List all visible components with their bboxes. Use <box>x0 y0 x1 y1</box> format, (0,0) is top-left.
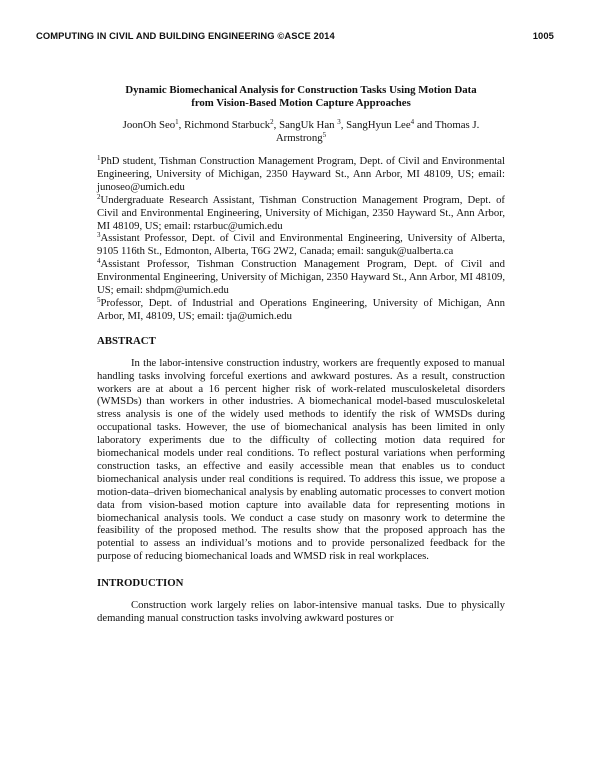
page-number: 1005 <box>532 30 554 41</box>
author: Richmond Starbuck$^2$, <box>184 118 280 131</box>
author: JoonOh Seo$^1$, <box>122 118 185 131</box>
paper-body <box>97 84 505 625</box>
introduction-heading: INTRODUCTION <box>97 577 184 590</box>
proceedings-title: COMPUTING IN CIVIL AND BUILDING ENGINEERING ©ASCE 2014 <box>36 30 335 41</box>
abstract-text: In the labor-intensive construction industry, workers are frequently exposed to manual handling tasks involving forceful exertions and awkward postures. As a result, construction workers are at about a 16 percent higher risk of work-related musculoskeletal disorders (WMSDs) than workers in other industries. A biomechanical model-based musculoskeletal stress analysis is one of the widely used methods to identify the risk of WMSDs during occupational tasks. However, the use of biomechanical analysis has been limited in only laboratory experiments due to the difficulty of collecting motion data required for biomechanical models under real conditions. To reflect postural variations when performing construction tasks, an effective and easily accessible mean that enables us to conduct biomechanical analysis under real conditions is required. To address this issue, we propose a motion-data–driven biomechanical analysis by enabling automatic processes to convert motion data from vision-based motion capture into available data for representing motions in biomechanical analysis tools. We conduct a case study on masonry work to determine the feasibility of the proposed method. The results show that the proposed approach has the potential to assess an individual’s motions and to provide personalized feedback for the purpose of reducing biomechanical loads and WMSD risk in real workplaces. <box>97 356 505 563</box>
paper-title <box>93 84 509 110</box>
running-header <box>36 30 554 41</box>
author: Thomas J. Armstrong$^5$ <box>275 119 480 144</box>
affiliation: $^3$Assistant Professor, Dept. of Civil and Environmental Engineering, University of Alberta, 9105 116th St., Edmonton, Alberta, T6G 2W2, Canada; email: sanguk@ualberta.ca <box>97 231 505 258</box>
abstract-heading: ABSTRACT <box>97 334 156 347</box>
title-line-2: from Vision-Based Motion Capture Approaches <box>191 97 411 109</box>
affiliation: $^5$Professor, Dept. of Industrial and Operations Engineering, University of Michigan, Ann Arbor, MI, 48109, US; email: tja@umich.edu <box>97 295 505 322</box>
author: SangUk Han $^3$, <box>279 118 347 131</box>
affiliation: $^4$Assistant Professor, Tishman Construction Management Program, Dept. of Civil and Environmental Engineering, University of Michigan, 2350 Hayward St., Ann Arbor, MI 48109, US; email: shdpm@umich.edu <box>97 257 505 297</box>
introduction-text: Construction work largely relies on labor-intensive manual tasks. Due to physically demanding manual construction tasks involving awkward postures or <box>97 599 505 624</box>
affiliation: $^1$PhD student, Tishman Construction Management Program, Dept. of Civil and Environmental Engineering, University of Michigan, 2350 Hayward St., Ann Arbor, MI 48109, US; email: junoseo@umich.edu <box>97 154 505 193</box>
affiliation: $^2$Undergraduate Research Assistant, Tishman Construction Management Program, Dept. of Civil and Environmental Engineering, University of Michigan, 2350 Hayward St., Ann Arbor, MI 48109, US; email: rstarbuc@umich.edu <box>97 192 505 232</box>
author-list <box>97 119 505 145</box>
affiliation-list <box>97 155 505 323</box>
author: SangHyun Lee$^4$ and <box>346 118 435 131</box>
title-line-1: Dynamic Biomechanical Analysis for Construction Tasks Using Motion Data <box>125 84 477 96</box>
